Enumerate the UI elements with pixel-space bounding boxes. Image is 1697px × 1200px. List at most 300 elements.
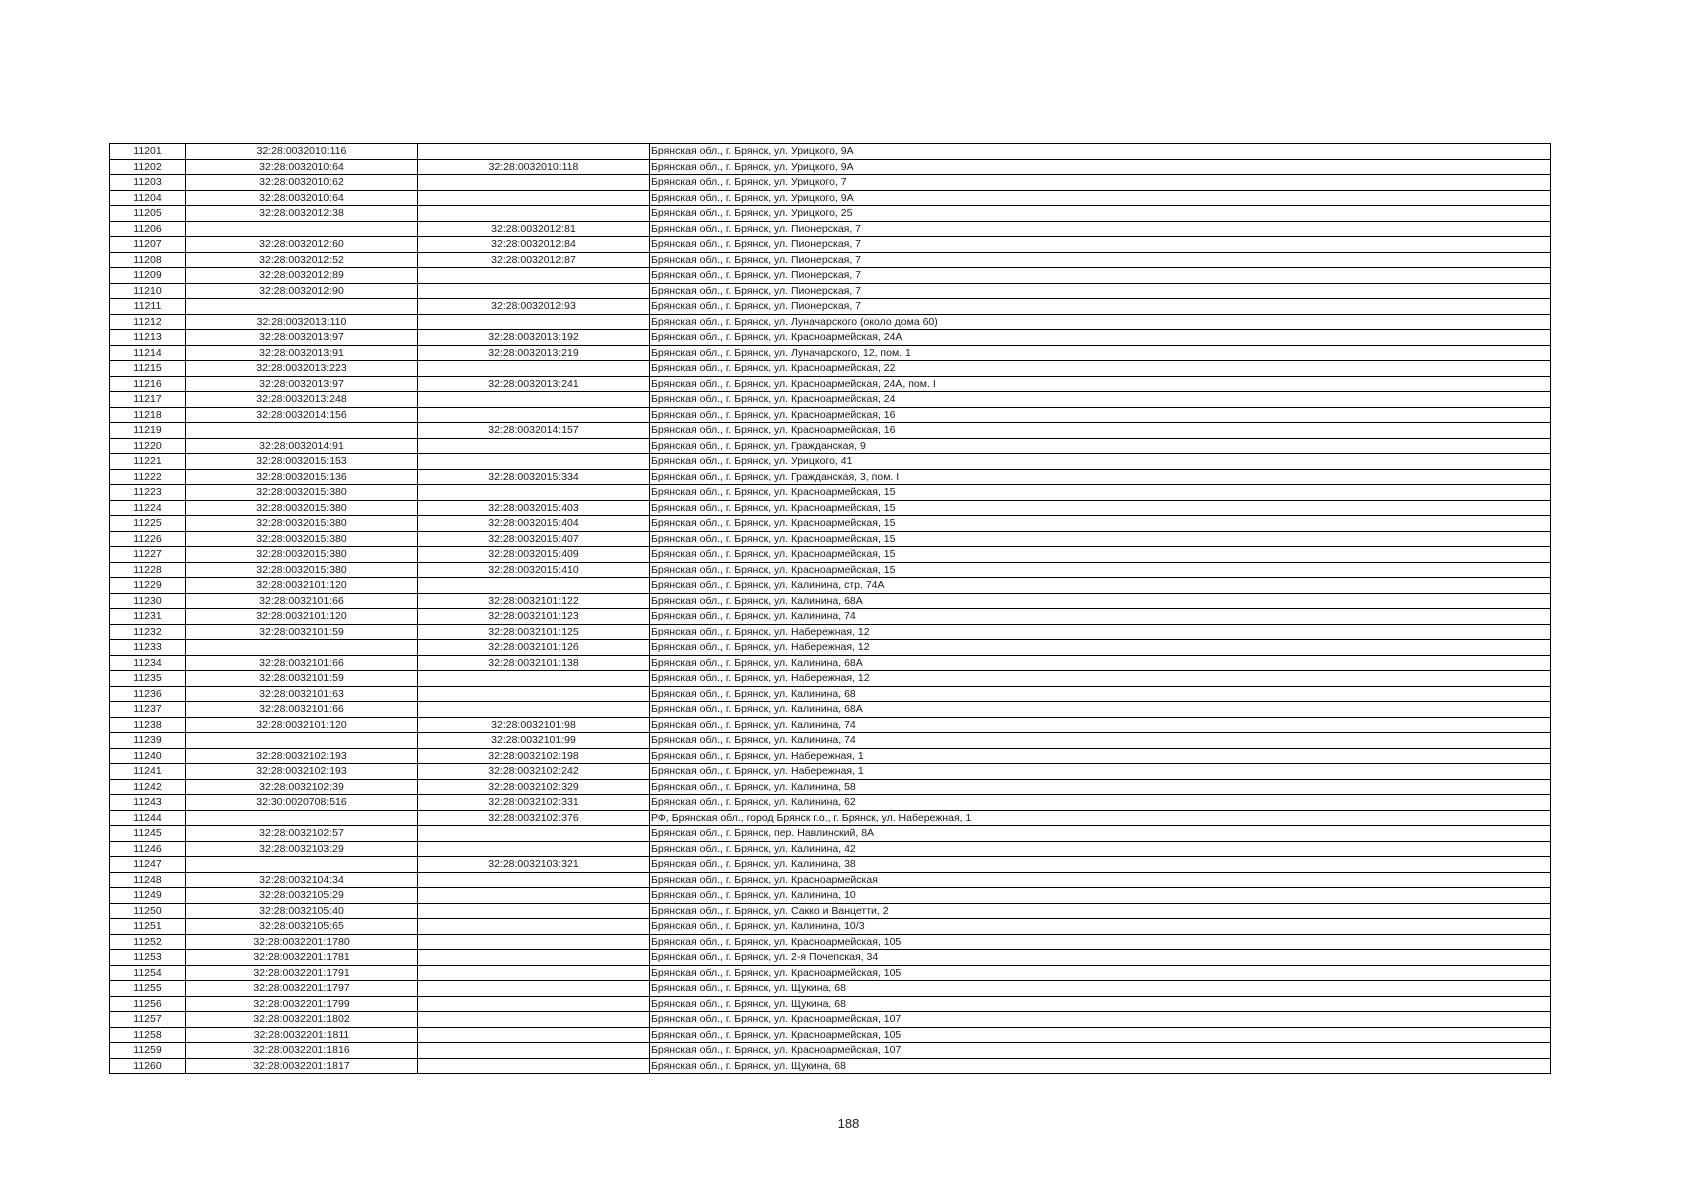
object-number-cell: 32:28:0032015:403 [418,500,650,516]
table-row [110,376,1551,392]
object-number-cell [418,407,650,423]
table-row [110,438,1551,454]
address-cell: Брянская обл., г. Брянск, ул. Калинина, 74 [650,717,1551,733]
cadastral-number-cell: 32:28:0032201:1799 [186,996,418,1012]
address-cell: Брянская обл., г. Брянск, ул. Сакко и Ванцетти, 2 [650,903,1551,919]
object-number-cell [418,686,650,702]
cadastral-number-cell [186,221,418,237]
row-number-cell: 11255 [110,981,186,997]
address-cell: Брянская обл., г. Брянск, ул. Красноармейская [650,872,1551,888]
cadastral-number-cell: 32:28:0032201:1780 [186,934,418,950]
object-number-cell: 32:28:0032015:404 [418,516,650,532]
table-row [110,888,1551,904]
row-number-cell: 11256 [110,996,186,1012]
table-row [110,345,1551,361]
address-cell: Брянская обл., г. Брянск, ул. Урицкого, 9А [650,144,1551,160]
row-number-cell: 11248 [110,872,186,888]
address-cell: Брянская обл., г. Брянск, ул. Красноармейская, 107 [650,1043,1551,1059]
row-number-cell: 11258 [110,1027,186,1043]
cadastral-number-cell: 32:28:0032101:63 [186,686,418,702]
cadastral-number-cell: 32:28:0032010:62 [186,175,418,191]
address-cell: Брянская обл., г. Брянск, ул. Красноармейская, 15 [650,516,1551,532]
object-number-cell [418,454,650,470]
table-row [110,996,1551,1012]
table-row [110,562,1551,578]
cadastral-number-cell: 32:28:0032102:39 [186,779,418,795]
address-cell: Брянская обл., г. Брянск, ул. Урицкого, 25 [650,206,1551,222]
cadastral-number-cell: 32:28:0032201:1802 [186,1012,418,1028]
address-cell: Брянская обл., г. Брянск, ул. Набережная, 1 [650,748,1551,764]
cadastral-number-cell: 32:28:0032015:136 [186,469,418,485]
row-number-cell: 11212 [110,314,186,330]
row-number-cell: 11225 [110,516,186,532]
row-number-cell: 11239 [110,733,186,749]
table-row [110,175,1551,191]
cadastral-number-cell: 32:28:0032014:91 [186,438,418,454]
object-number-cell [418,872,650,888]
row-number-cell: 11201 [110,144,186,160]
table-row [110,221,1551,237]
row-number-cell: 11250 [110,903,186,919]
table-row [110,144,1551,160]
cadastral-number-cell: 32:28:0032015:153 [186,454,418,470]
object-number-cell: 32:28:0032101:125 [418,624,650,640]
cadastral-number-cell: 32:28:0032012:52 [186,252,418,268]
row-number-cell: 11219 [110,423,186,439]
object-number-cell [418,702,650,718]
row-number-cell: 11229 [110,578,186,594]
row-number-cell: 11213 [110,330,186,346]
table-row [110,516,1551,532]
address-cell: Брянская обл., г. Брянск, ул. Красноармейская, 107 [650,1012,1551,1028]
row-number-cell: 11240 [110,748,186,764]
table-row [110,268,1551,284]
row-number-cell: 11203 [110,175,186,191]
address-cell: Брянская обл., г. Брянск, ул. Калинина, стр. 74А [650,578,1551,594]
table-row [110,624,1551,640]
table-row [110,190,1551,206]
object-number-cell [418,438,650,454]
table-row [110,314,1551,330]
row-number-cell: 11210 [110,283,186,299]
cadastral-number-cell: 32:28:0032101:120 [186,609,418,625]
cadastral-number-cell: 32:28:0032013:97 [186,330,418,346]
object-number-cell [418,934,650,950]
cadastral-number-cell: 32:28:0032015:380 [186,485,418,501]
address-cell: РФ, Брянская обл., город Брянск г.о., г. Брянск, ул. Набережная, 1 [650,810,1551,826]
object-number-cell [418,826,650,842]
table-row [110,779,1551,795]
object-number-cell: 32:28:0032102:329 [418,779,650,795]
table-row [110,795,1551,811]
registry-table-container [109,143,1551,1074]
object-number-cell: 32:28:0032012:93 [418,299,650,315]
row-number-cell: 11244 [110,810,186,826]
object-number-cell [418,175,650,191]
object-number-cell [418,919,650,935]
cadastral-number-cell: 32:28:0032013:248 [186,392,418,408]
object-number-cell [418,283,650,299]
cadastral-number-cell: 32:28:0032101:59 [186,671,418,687]
object-number-cell: 32:28:0032102:198 [418,748,650,764]
address-cell: Брянская обл., г. Брянск, ул. Щукина, 68 [650,996,1551,1012]
address-cell: Брянская обл., г. Брянск, ул. Калинина, 68А [650,655,1551,671]
object-number-cell: 32:28:0032102:242 [418,764,650,780]
table-row [110,655,1551,671]
row-number-cell: 11224 [110,500,186,516]
address-cell: Брянская обл., г. Брянск, ул. Калинина, 68А [650,593,1551,609]
address-cell: Брянская обл., г. Брянск, ул. Калинина, 58 [650,779,1551,795]
address-cell: Брянская обл., г. Брянск, ул. Пионерская, 7 [650,237,1551,253]
object-number-cell: 32:28:0032013:241 [418,376,650,392]
registry-table-body [110,144,1551,1074]
cadastral-number-cell: 32:28:0032015:380 [186,500,418,516]
object-number-cell: 32:28:0032101:138 [418,655,650,671]
cadastral-number-cell: 32:28:0032103:29 [186,841,418,857]
cadastral-number-cell: 32:28:0032010:64 [186,190,418,206]
row-number-cell: 11223 [110,485,186,501]
row-number-cell: 11204 [110,190,186,206]
row-number-cell: 11205 [110,206,186,222]
cadastral-number-cell: 32:28:0032013:223 [186,361,418,377]
table-row [110,934,1551,950]
object-number-cell [418,144,650,160]
table-row [110,981,1551,997]
address-cell: Брянская обл., г. Брянск, ул. Калинина, 74 [650,733,1551,749]
table-row [110,361,1551,377]
object-number-cell: 32:28:0032101:99 [418,733,650,749]
address-cell: Брянская обл., г. Брянск, ул. Красноармейская, 105 [650,965,1551,981]
address-cell: Брянская обл., г. Брянск, ул. Калинина, 62 [650,795,1551,811]
table-row [110,299,1551,315]
row-number-cell: 11253 [110,950,186,966]
address-cell: Брянская обл., г. Брянск, ул. Пионерская, 7 [650,221,1551,237]
row-number-cell: 11235 [110,671,186,687]
row-number-cell: 11220 [110,438,186,454]
cadastral-number-cell [186,299,418,315]
object-number-cell: 32:28:0032014:157 [418,423,650,439]
object-number-cell: 32:28:0032013:219 [418,345,650,361]
object-number-cell: 32:28:0032015:407 [418,531,650,547]
row-number-cell: 11243 [110,795,186,811]
object-number-cell: 32:28:0032101:123 [418,609,650,625]
table-row [110,500,1551,516]
cadastral-number-cell: 32:28:0032101:66 [186,593,418,609]
table-row [110,407,1551,423]
row-number-cell: 11206 [110,221,186,237]
address-cell: Брянская обл., г. Брянск, ул. Калинина, 74 [650,609,1551,625]
cadastral-number-cell [186,857,418,873]
address-cell: Брянская обл., г. Брянск, ул. Пионерская, 7 [650,268,1551,284]
address-cell: Брянская обл., г. Брянск, ул. Красноармейская, 15 [650,531,1551,547]
table-row [110,1012,1551,1028]
object-number-cell [418,888,650,904]
address-cell: Брянская обл., г. Брянск, ул. Щукина, 68 [650,981,1551,997]
cadastral-number-cell: 32:28:0032013:110 [186,314,418,330]
row-number-cell: 11241 [110,764,186,780]
address-cell: Брянская обл., г. Брянск, ул. Красноармейская, 105 [650,1027,1551,1043]
object-number-cell [418,903,650,919]
row-number-cell: 11211 [110,299,186,315]
object-number-cell [418,841,650,857]
row-number-cell: 11231 [110,609,186,625]
row-number-cell: 11227 [110,547,186,563]
table-row [110,609,1551,625]
cadastral-number-cell: 32:28:0032201:1817 [186,1058,418,1074]
cadastral-number-cell: 32:28:0032013:97 [186,376,418,392]
table-row [110,903,1551,919]
table-row [110,531,1551,547]
object-number-cell: 32:28:0032015:410 [418,562,650,578]
address-cell: Брянская обл., г. Брянск, ул. Урицкого, 7 [650,175,1551,191]
object-number-cell [418,950,650,966]
cadastral-number-cell: 32:28:0032012:38 [186,206,418,222]
table-row [110,1027,1551,1043]
address-cell: Брянская обл., г. Брянск, ул. Калинина, 10 [650,888,1551,904]
table-row [110,578,1551,594]
table-row [110,950,1551,966]
cadastral-number-cell: 32:28:0032015:380 [186,531,418,547]
object-number-cell [418,1058,650,1074]
cadastral-number-cell: 32:28:0032015:380 [186,562,418,578]
address-cell: Брянская обл., г. Брянск, ул. Красноармейская, 105 [650,934,1551,950]
object-number-cell: 32:28:0032010:118 [418,159,650,175]
address-cell: Брянская обл., г. Брянск, ул. 2-я Почепская, 34 [650,950,1551,966]
cadastral-number-cell: 32:28:0032201:1797 [186,981,418,997]
object-number-cell [418,392,650,408]
object-number-cell: 32:28:0032101:126 [418,640,650,656]
row-number-cell: 11242 [110,779,186,795]
table-row [110,717,1551,733]
address-cell: Брянская обл., г. Брянск, ул. Красноармейская, 15 [650,547,1551,563]
address-cell: Брянская обл., г. Брянск, ул. Красноармейская, 24А, пом. I [650,376,1551,392]
address-cell: Брянская обл., г. Брянск, ул. Урицкого, 41 [650,454,1551,470]
row-number-cell: 11230 [110,593,186,609]
row-number-cell: 11218 [110,407,186,423]
row-number-cell: 11208 [110,252,186,268]
cadastral-number-cell: 32:28:0032101:120 [186,717,418,733]
address-cell: Брянская обл., г. Брянск, ул. Урицкого, 9А [650,159,1551,175]
address-cell: Брянская обл., г. Брянск, ул. Гражданская, 3, пом. I [650,469,1551,485]
row-number-cell: 11237 [110,702,186,718]
row-number-cell: 11257 [110,1012,186,1028]
table-row [110,810,1551,826]
object-number-cell: 32:28:0032102:331 [418,795,650,811]
cadastral-number-cell: 32:28:0032012:60 [186,237,418,253]
address-cell: Брянская обл., г. Брянск, ул. Калинина, 38 [650,857,1551,873]
table-row [110,671,1551,687]
address-cell: Брянская обл., г. Брянск, ул. Набережная, 12 [650,624,1551,640]
table-row [110,857,1551,873]
cadastral-number-cell: 32:28:0032104:34 [186,872,418,888]
address-cell: Брянская обл., г. Брянск, ул. Урицкого, 9А [650,190,1551,206]
table-row [110,454,1551,470]
object-number-cell [418,1027,650,1043]
cadastral-number-cell: 32:28:0032201:1781 [186,950,418,966]
cadastral-number-cell: 32:28:0032201:1811 [186,1027,418,1043]
address-cell: Брянская обл., г. Брянск, ул. Красноармейская, 22 [650,361,1551,377]
cadastral-number-cell: 32:28:0032012:89 [186,268,418,284]
address-cell: Брянская обл., г. Брянск, ул. Красноармейская, 24 [650,392,1551,408]
row-number-cell: 11254 [110,965,186,981]
address-cell: Брянская обл., г. Брянск, ул. Пионерская, 7 [650,283,1551,299]
address-cell: Брянская обл., г. Брянск, пер. Навлинский, 8А [650,826,1551,842]
object-number-cell [418,485,650,501]
row-number-cell: 11249 [110,888,186,904]
object-number-cell [418,671,650,687]
cadastral-number-cell: 32:28:0032010:64 [186,159,418,175]
object-number-cell [418,206,650,222]
row-number-cell: 11236 [110,686,186,702]
address-cell: Брянская обл., г. Брянск, ул. Гражданская, 9 [650,438,1551,454]
row-number-cell: 11233 [110,640,186,656]
table-row [110,485,1551,501]
object-number-cell: 32:28:0032015:409 [418,547,650,563]
cadastral-number-cell: 32:28:0032010:116 [186,144,418,160]
object-number-cell: 32:28:0032012:81 [418,221,650,237]
table-row [110,547,1551,563]
row-number-cell: 11226 [110,531,186,547]
table-row [110,206,1551,222]
cadastral-number-cell: 32:28:0032015:380 [186,516,418,532]
row-number-cell: 11217 [110,392,186,408]
object-number-cell: 32:28:0032101:122 [418,593,650,609]
table-row [110,872,1551,888]
row-number-cell: 11252 [110,934,186,950]
table-row [110,1058,1551,1074]
address-cell: Брянская обл., г. Брянск, ул. Набережная, 12 [650,640,1551,656]
cadastral-number-cell [186,423,418,439]
row-number-cell: 11209 [110,268,186,284]
row-number-cell: 11202 [110,159,186,175]
row-number-cell: 11238 [110,717,186,733]
table-row [110,593,1551,609]
address-cell: Брянская обл., г. Брянск, ул. Калинина, 10/3 [650,919,1551,935]
table-row [110,159,1551,175]
page-number: 188 [837,1116,860,1131]
address-cell: Брянская обл., г. Брянск, ул. Красноармейская, 16 [650,423,1551,439]
row-number-cell: 11222 [110,469,186,485]
cadastral-number-cell: 32:28:0032105:29 [186,888,418,904]
address-cell: Брянская обл., г. Брянск, ул. Красноармейская, 16 [650,407,1551,423]
row-number-cell: 11221 [110,454,186,470]
object-number-cell: 32:28:0032012:87 [418,252,650,268]
row-number-cell: 11245 [110,826,186,842]
object-number-cell [418,965,650,981]
address-cell: Брянская обл., г. Брянск, ул. Калинина, 42 [650,841,1551,857]
table-row [110,748,1551,764]
cadastral-number-cell [186,733,418,749]
object-number-cell [418,314,650,330]
row-number-cell: 11228 [110,562,186,578]
row-number-cell: 11251 [110,919,186,935]
cadastral-number-cell: 32:28:0032012:90 [186,283,418,299]
object-number-cell: 32:28:0032015:334 [418,469,650,485]
row-number-cell: 11207 [110,237,186,253]
object-number-cell [418,361,650,377]
table-row [110,469,1551,485]
table-row [110,423,1551,439]
table-row [110,919,1551,935]
address-cell: Брянская обл., г. Брянск, ул. Пионерская, 7 [650,252,1551,268]
cadastral-number-cell: 32:28:0032201:1791 [186,965,418,981]
address-cell: Брянская обл., г. Брянск, ул. Красноармейская, 15 [650,485,1551,501]
cadastral-number-cell: 32:28:0032014:156 [186,407,418,423]
row-number-cell: 11216 [110,376,186,392]
object-number-cell: 32:28:0032013:192 [418,330,650,346]
table-row [110,1043,1551,1059]
cadastral-number-cell: 32:28:0032105:40 [186,903,418,919]
table-row [110,283,1551,299]
cadastral-number-cell: 32:28:0032013:91 [186,345,418,361]
address-cell: Брянская обл., г. Брянск, ул. Калинина, 68 [650,686,1551,702]
object-number-cell [418,981,650,997]
table-row [110,826,1551,842]
table-row [110,764,1551,780]
table-row [110,392,1551,408]
cadastral-number-cell: 32:28:0032015:380 [186,547,418,563]
cadastral-number-cell: 32:28:0032102:57 [186,826,418,842]
row-number-cell: 11214 [110,345,186,361]
row-number-cell: 11247 [110,857,186,873]
address-cell: Брянская обл., г. Брянск, ул. Щукина, 68 [650,1058,1551,1074]
object-number-cell [418,996,650,1012]
cadastral-number-cell [186,810,418,826]
cadastral-number-cell: 32:28:0032105:65 [186,919,418,935]
table-row [110,330,1551,346]
row-number-cell: 11232 [110,624,186,640]
table-row [110,686,1551,702]
cadastral-number-cell: 32:28:0032101:59 [186,624,418,640]
address-cell: Брянская обл., г. Брянск, ул. Красноармейская, 15 [650,500,1551,516]
registry-table [109,143,1551,1074]
row-number-cell: 11260 [110,1058,186,1074]
row-number-cell: 11259 [110,1043,186,1059]
cadastral-number-cell: 32:28:0032102:193 [186,764,418,780]
address-cell: Брянская обл., г. Брянск, ул. Луначарского, 12, пом. 1 [650,345,1551,361]
address-cell: Брянская обл., г. Брянск, ул. Калинина, 68А [650,702,1551,718]
address-cell: Брянская обл., г. Брянск, ул. Луначарского (около дома 60) [650,314,1551,330]
object-number-cell [418,578,650,594]
object-number-cell [418,1043,650,1059]
address-cell: Брянская обл., г. Брянск, ул. Красноармейская, 15 [650,562,1551,578]
table-row [110,733,1551,749]
row-number-cell: 11234 [110,655,186,671]
address-cell: Брянская обл., г. Брянск, ул. Красноармейская, 24А [650,330,1551,346]
cadastral-number-cell [186,640,418,656]
object-number-cell: 32:28:0032012:84 [418,237,650,253]
cadastral-number-cell: 32:28:0032101:66 [186,655,418,671]
cadastral-number-cell: 32:28:0032101:120 [186,578,418,594]
cadastral-number-cell: 32:28:0032101:66 [186,702,418,718]
row-number-cell: 11215 [110,361,186,377]
object-number-cell: 32:28:0032101:98 [418,717,650,733]
address-cell: Брянская обл., г. Брянск, ул. Пионерская, 7 [650,299,1551,315]
address-cell: Брянская обл., г. Брянск, ул. Набережная, 12 [650,671,1551,687]
table-row [110,237,1551,253]
object-number-cell [418,268,650,284]
table-row [110,640,1551,656]
table-row [110,965,1551,981]
cadastral-number-cell: 32:28:0032102:193 [186,748,418,764]
table-row [110,841,1551,857]
cadastral-number-cell: 32:28:0032201:1816 [186,1043,418,1059]
object-number-cell [418,1012,650,1028]
row-number-cell: 11246 [110,841,186,857]
address-cell: Брянская обл., г. Брянск, ул. Набережная, 1 [650,764,1551,780]
object-number-cell [418,190,650,206]
table-row [110,702,1551,718]
